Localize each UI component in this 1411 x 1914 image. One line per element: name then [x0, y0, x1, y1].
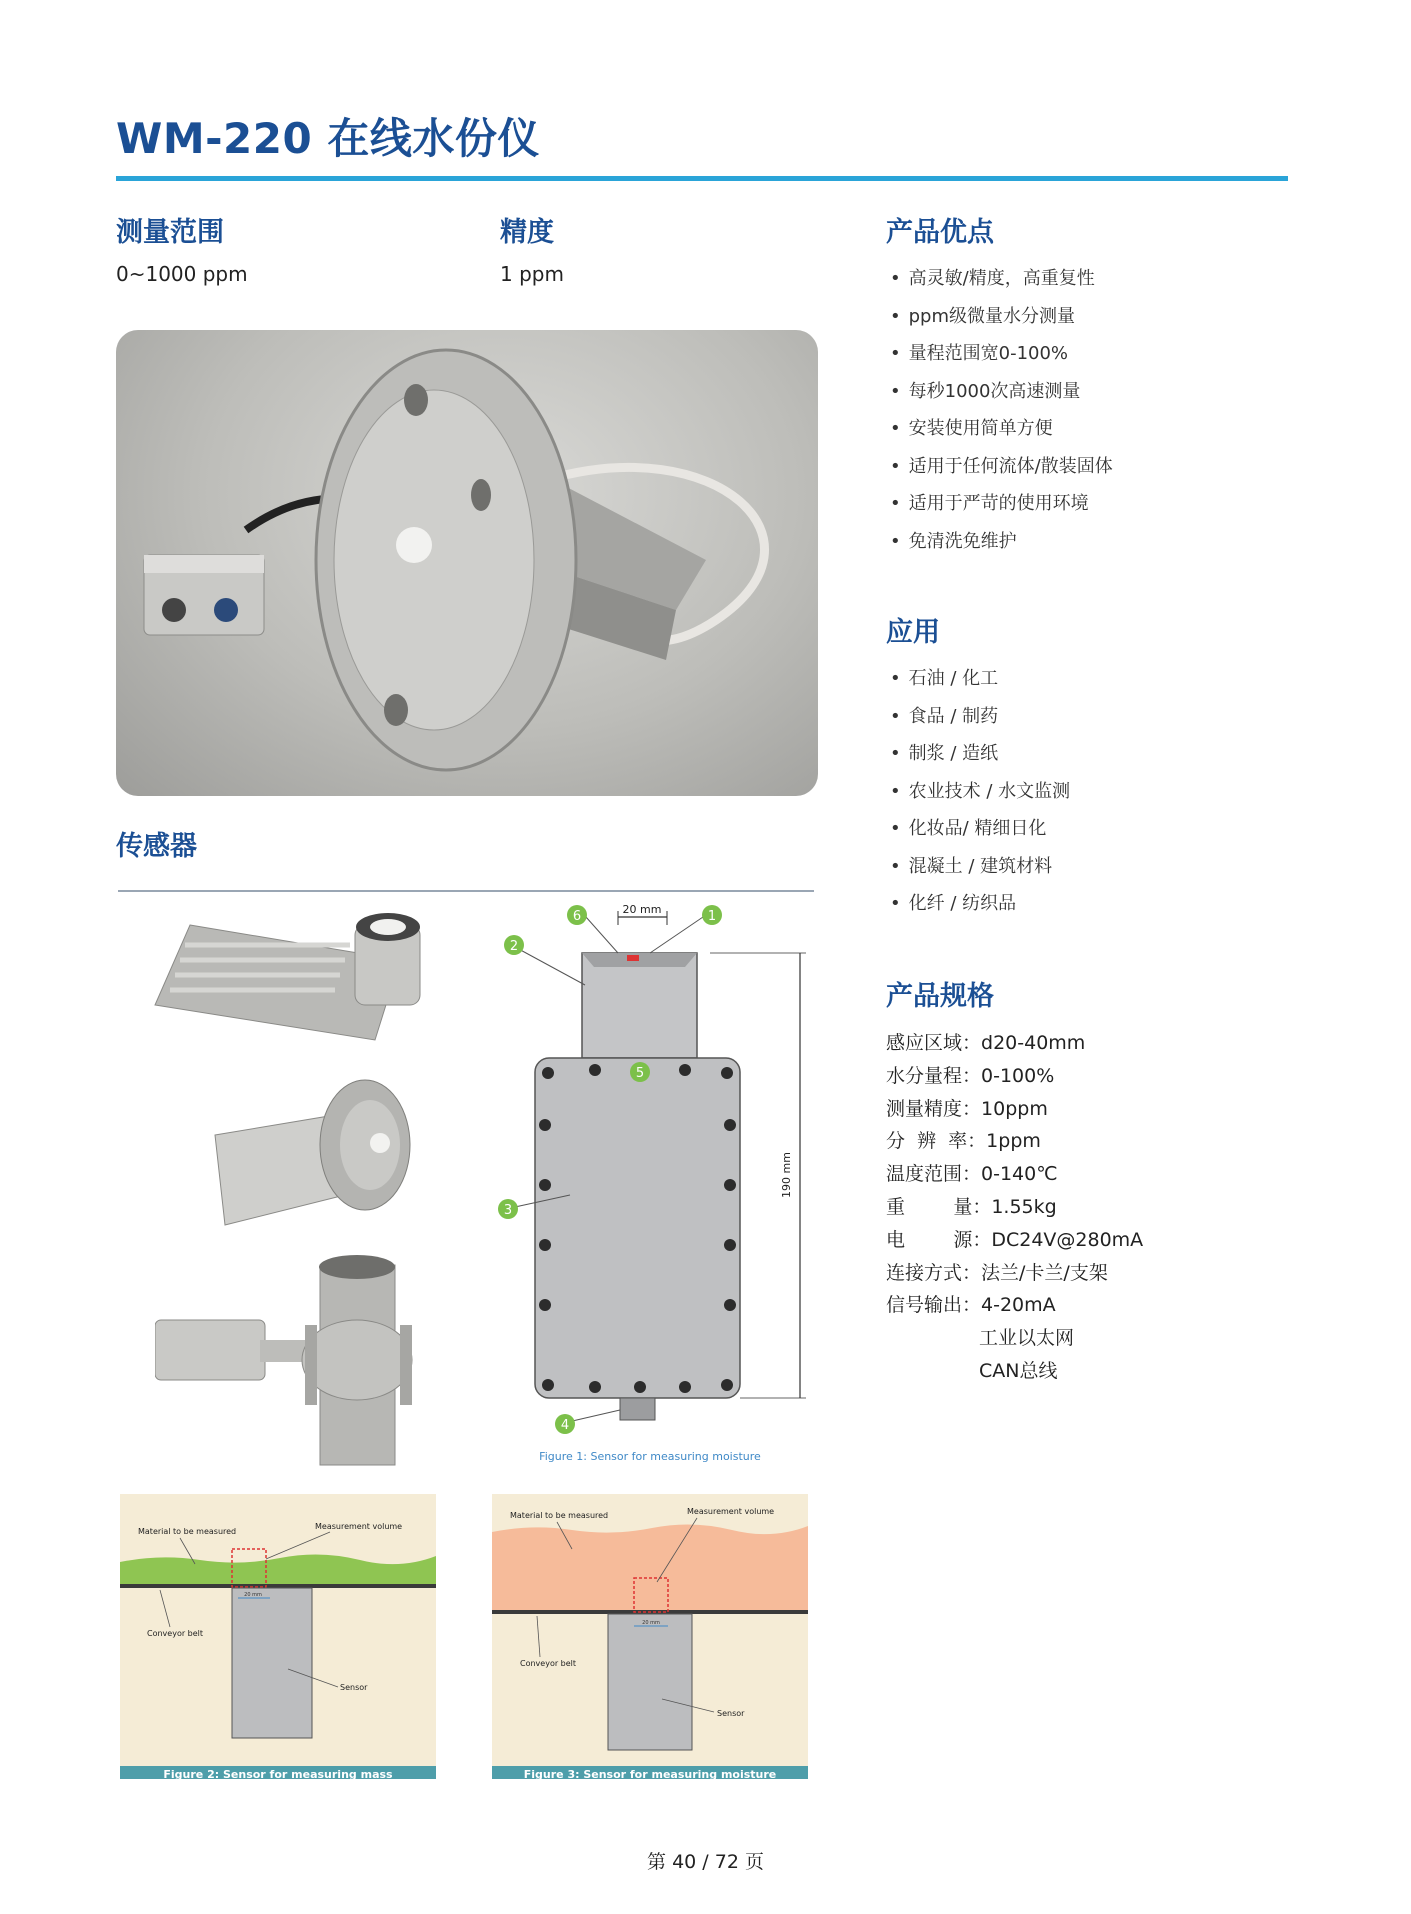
spec-label: 感应区域：	[886, 1032, 982, 1054]
fig1-dim-height: 190 mm	[780, 1152, 793, 1198]
list-item: • 适用于严苛的使用环境	[890, 489, 1113, 527]
figure3	[492, 1494, 808, 1779]
fig3-dim: 20 mm	[642, 1620, 660, 1626]
fig3-volume-label: Measurement volume	[687, 1507, 775, 1516]
figure2	[120, 1494, 436, 1779]
spec-row	[886, 1290, 1143, 1323]
spec-label: 分 辨 率：	[886, 1130, 987, 1153]
spec-row	[886, 1225, 1143, 1258]
specs-heading: 产品规格	[886, 981, 994, 1012]
spec-label: 温度范围：	[886, 1163, 982, 1186]
spec-row	[886, 1258, 1143, 1291]
svg-text:5: 5	[635, 1066, 645, 1081]
spec-row	[886, 1028, 1143, 1061]
list-item: • 适用于任何流体/散装固体	[890, 452, 1113, 490]
sensor-divider	[118, 890, 814, 892]
spec-label: 重 量：	[886, 1195, 992, 1218]
spec-value: 0-100%	[981, 1064, 1055, 1087]
range-value: 0~1000 ppm	[116, 262, 248, 286]
fig3-belt-label: Conveyor belt	[520, 1659, 577, 1668]
title-divider	[116, 176, 1288, 181]
list-item: • 农业技术 / 水文监测	[890, 777, 1070, 815]
fig2-material	[120, 1554, 436, 1584]
spec-extra: 工业以太网	[979, 1327, 1075, 1350]
spec-value: 法兰/卡兰/支架	[981, 1261, 1108, 1284]
spec-value: 10ppm	[981, 1097, 1048, 1120]
spec-label: 电 源：	[886, 1228, 992, 1251]
fig3-material	[492, 1524, 808, 1610]
advantages-list	[890, 264, 1113, 564]
fig2-sensor-label: Sensor	[340, 1683, 368, 1692]
list-item: • ppm级微量水分测量	[890, 302, 1113, 340]
sensor-heading: 传感器	[116, 831, 197, 862]
list-item: • 免清洗免维护	[890, 527, 1113, 565]
advantages-heading: 产品优点	[886, 217, 994, 248]
range-label: 测量范围	[116, 217, 224, 248]
spec-value: 1.55kg	[991, 1195, 1057, 1218]
specs-list	[886, 1028, 1143, 1389]
spec-label: 连接方式：	[886, 1261, 982, 1284]
sensor-photo-flange	[205, 1075, 425, 1235]
fig1-marker	[498, 1199, 518, 1219]
spec-value: 4-20mA	[981, 1294, 1056, 1317]
fig2-dim: 20 mm	[244, 1592, 262, 1598]
fig1-marker	[555, 1414, 575, 1434]
fig3-caption: Figure 3: Sensor for measuring moisture	[492, 1766, 808, 1779]
fig3-sensor-label: Sensor	[717, 1709, 745, 1718]
fig2-volume-label: Measurement volume	[315, 1522, 403, 1531]
spec-row	[886, 1192, 1143, 1225]
page-number: 第 40 / 72 页	[647, 1851, 764, 1873]
fig2-caption: Figure 2: Sensor for measuring mass	[120, 1766, 436, 1779]
sensor-photo-pipe	[155, 1255, 435, 1470]
fig1-dim-width: 20 mm	[622, 903, 662, 916]
list-item: • 混凝土 / 建筑材料	[890, 852, 1070, 890]
applications-list	[890, 664, 1070, 927]
svg-text:2: 2	[509, 939, 519, 954]
list-item: • 量程范围宽0-100%	[890, 339, 1113, 377]
fig1-marker	[630, 1062, 650, 1082]
spec-row	[886, 1126, 1143, 1159]
list-item: • 化纤 / 纺织品	[890, 889, 1070, 927]
spec-label: 测量精度：	[886, 1097, 982, 1120]
list-item: • 制浆 / 造纸	[890, 739, 1070, 777]
spec-value: 0-140℃	[981, 1163, 1058, 1186]
spec-row	[886, 1159, 1143, 1192]
fig2-material-label: Material to be measured	[138, 1527, 237, 1536]
spec-value: d20-40mm	[981, 1032, 1086, 1054]
figure1	[490, 895, 820, 1475]
fig1-caption: Figure 1: Sensor for measuring moisture	[539, 1450, 761, 1463]
spec-label: 水分量程：	[886, 1064, 982, 1087]
spec-label: 信号输出：	[886, 1294, 982, 1317]
fig3-material-label: Material to be measured	[510, 1511, 609, 1520]
svg-text:6: 6	[572, 909, 582, 924]
spec-row	[886, 1094, 1143, 1127]
applications-heading: 应用	[886, 617, 940, 648]
list-item: • 安装使用简单方便	[890, 414, 1113, 452]
list-item: • 每秒1000次高速测量	[890, 377, 1113, 415]
fig1-marker	[504, 935, 524, 955]
product-photo	[116, 330, 818, 796]
spec-row	[886, 1061, 1143, 1094]
page-title: WM-220 在线水份仪	[116, 114, 540, 163]
spec-value: DC24V@280mA	[991, 1228, 1144, 1251]
list-item: • 化妆品/ 精细日化	[890, 814, 1070, 852]
fig1-marker	[567, 905, 587, 925]
svg-text:1: 1	[707, 909, 717, 924]
svg-text:3: 3	[503, 1203, 513, 1218]
precision-label: 精度	[500, 217, 554, 248]
list-item: • 石油 / 化工	[890, 664, 1070, 702]
sensor-photo-plate	[150, 905, 450, 1055]
fig2-belt-label: Conveyor belt	[147, 1629, 204, 1638]
svg-text:4: 4	[560, 1418, 570, 1433]
spec-extra: CAN总线	[979, 1359, 1058, 1382]
fig1-marker	[702, 905, 722, 925]
precision-value: 1 ppm	[500, 262, 564, 286]
spec-value: 1ppm	[986, 1130, 1041, 1153]
list-item: • 高灵敏/精度，高重复性	[890, 264, 1113, 302]
list-item: • 食品 / 制药	[890, 702, 1070, 740]
